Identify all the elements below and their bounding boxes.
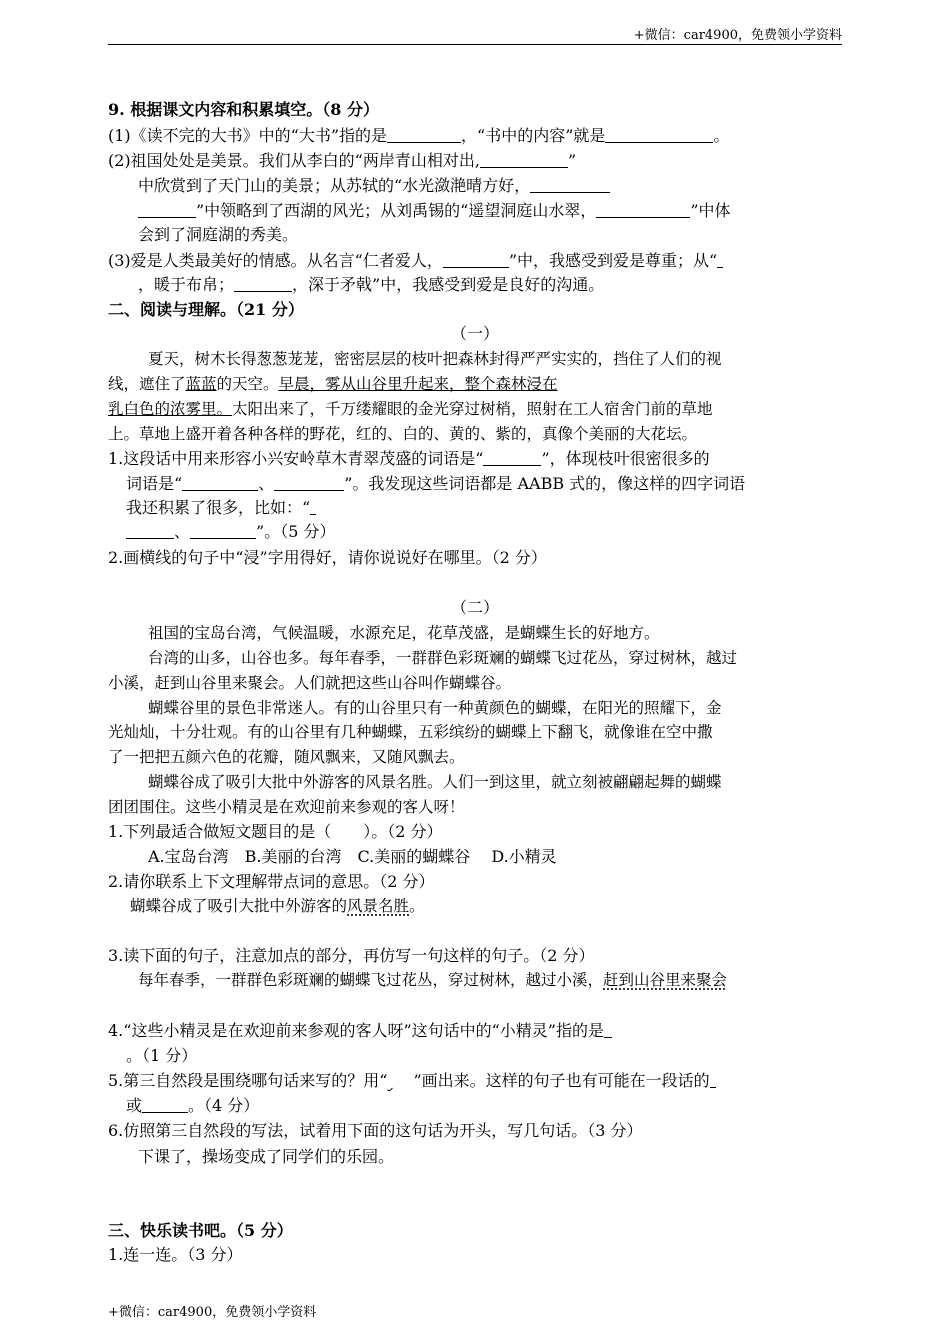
passage-1-line: 线，遮住了蓝蓝的天空。早晨，雾从山谷里升起来，整个森林浸在 <box>108 375 558 393</box>
passage-1-line: 乳白色的浓雾里。太阳出来了，千万缕耀眼的金光穿过树梢，照射在工人宿舍门前的草地 <box>108 400 713 418</box>
dotted-word: 风景名胜 <box>347 897 410 915</box>
p2-question-6: 6.仿照第三自然段的写法，试着用下面的这句话为开头，写几句话。（3 分） <box>108 1121 643 1140</box>
q9-line-6: (3)爱是人类最美好的情感。从名言“仁者爱人， ”中，我感受到爱是尊重；从“ <box>108 250 723 272</box>
passage-2-line: 了一把把五颜六色的花瓣，随风飘来，又随风飘去。 <box>108 748 465 766</box>
blank[interactable] <box>126 522 174 539</box>
p1-question-2: 2.画横线的句子中“浸”字用得好，请你说说好在哪里。（2 分） <box>108 548 547 567</box>
p2-question-5-line-2: 或 。（4 分） <box>126 1096 260 1115</box>
q9-line-3: 中欣赏到了天门山的美景；从苏轼的“水光潋滟晴方好， <box>138 175 610 197</box>
p2-question-2: 2.请你联系上下文理解带点词的意思。（2 分） <box>108 872 435 891</box>
q9-line-4: ”中领略到了西湖的风光；从刘禹锡的“遥望洞庭山水翠， ”中体 <box>138 200 731 222</box>
p1-question-1-line-3: 我还积累了很多，比如：“ <box>126 497 316 519</box>
page-header <box>108 18 842 45</box>
blank[interactable] <box>604 1021 612 1038</box>
passage-2-line: 蝴蝶谷里的景色非常迷人。有的山谷里只有一种黄颜色的蝴蝶，在阳光的照耀下，金 <box>148 699 722 717</box>
blank[interactable] <box>182 474 258 491</box>
blank[interactable] <box>190 522 256 539</box>
passage-2-line: 光灿灿，十分壮观。有的山谷里有几种蝴蝶，五彩缤纷的蝴蝶上下翻飞，就像谁在空中撒 <box>108 723 713 741</box>
blank[interactable] <box>710 1071 716 1088</box>
q9-line-5: 会到了洞庭湖的秀美。 <box>138 225 299 244</box>
section-2-title: 二、阅读与理解。（21 分） <box>108 300 304 319</box>
p2-question-4-line-2: 。（1 分） <box>126 1046 198 1065</box>
blank[interactable] <box>234 275 292 292</box>
passage-2-label: （二） <box>450 598 499 617</box>
blank[interactable] <box>138 201 196 218</box>
blank[interactable] <box>310 498 316 515</box>
blank[interactable] <box>274 474 344 491</box>
p2-question-5: 5.第三自然段是围绕哪句话来写的？用“ ”画出来。这样的句子也有可能在一段话的 <box>108 1070 716 1092</box>
blank[interactable] <box>387 126 461 143</box>
section-3-title: 三、快乐读书吧。（5 分） <box>108 1221 293 1240</box>
blank[interactable] <box>480 151 568 168</box>
p2-question-1: 1.下列最适合做短文题目的是（ ）。（2 分） <box>108 822 443 841</box>
passage-2-line: 蝴蝶谷成了吸引大批中外游客的风景名胜。人们一到这里，就立刻被翩翩起舞的蝴蝶 <box>148 773 722 791</box>
p1-question-1: 1.这段话中用来形容小兴安岭草木青翠茂盛的词语是“ ”，体现枝叶很密很多的 <box>108 449 710 468</box>
passage-2-line: 团团围住。这些小精灵是在欢迎前来参观的客人呀！ <box>108 798 465 816</box>
dotted-phrase: 赶到山谷里来聚会 <box>603 971 728 989</box>
passage-1-line: 上。草地上盛开着各种各样的野花，红的、白的、黄的、紫的，真像个美丽的大花坛。 <box>108 425 698 443</box>
p2-question-3: 3.读下面的句子，注意加点的部分，再仿写一句这样的句子。（2 分） <box>108 946 595 965</box>
p1-question-1-line-4: 、 ”。（5 分） <box>126 521 335 543</box>
passage-2-line: 祖国的宝岛台湾，气候温暖，水源充足，花草茂盛，是蝴蝶生长的好地方。 <box>148 624 660 642</box>
blank[interactable] <box>483 449 541 466</box>
passage-2-line: 小溪，赶到山谷里来聚会。人们就把这些山谷叫作蝴蝶谷。 <box>108 674 512 692</box>
blank[interactable] <box>605 126 713 143</box>
blank[interactable] <box>443 251 509 268</box>
footer-text: +微信：car4900，免费领小学资料 <box>108 1305 317 1320</box>
q9-line-2: (2)祖国处处是美景。我们从李白的“两岸青山相对出, ” <box>108 151 577 170</box>
blank[interactable] <box>717 251 723 268</box>
passage-1-label: （一） <box>450 324 499 343</box>
passage-2-line: 台湾的山多，山谷也多。每年春季，一群群色彩斑斓的蝴蝶飞过花丛，穿过树林，越过 <box>148 649 738 667</box>
s3-question-1: 1.连一连。（3 分） <box>108 1245 243 1264</box>
q9-line-1: (1)《读不完的大书》中的“大书”指的是 ，“书中的内容”就是 。 <box>108 126 730 145</box>
p2-question-4: 4.“这些小精灵是在欢迎前来参观的客人呀”这句话中的“小精灵”指的是 <box>108 1020 612 1042</box>
underlined-sentence: 早晨，雾从山谷里升起来，整个森林浸在 <box>278 375 558 393</box>
blank[interactable] <box>142 1096 188 1113</box>
p2-question-6-sentence: 下课了，操场变成了同学们的乐园。 <box>138 1147 395 1166</box>
underlined-sentence: 乳白色的浓雾里。 <box>108 400 233 418</box>
q9-title: 9. 根据课文内容和积累填空。（8 分） <box>108 100 379 119</box>
p1-question-1-line-2: 词语是“ 、 ”。我发现这些词语都是 AABB 式的，像这样的四字词语 <box>126 474 746 493</box>
p2-question-3-sentence: 每年春季，一群群色彩斑斓的蝴蝶飞过花丛，穿过树林，越过小溪，赶到山谷里来聚会 <box>138 971 728 989</box>
blank[interactable] <box>596 201 690 218</box>
p2-question-1-options: A.宝岛台湾 B.美丽的台湾 C.美丽的蝴蝶谷 D.小精灵 <box>148 847 557 866</box>
passage-1-line: 夏天，树木长得葱葱茏茏，密密层层的枝叶把森林封得严严实实的，挡住了人们的视 <box>148 350 722 368</box>
wavy-line-mark <box>387 1070 413 1092</box>
header-text: +微信：car4900，免费领小学资料 <box>633 28 842 43</box>
q9-line-7: ，暖于布帛； ，深于矛戟”中，我感受到爱是良好的沟通。 <box>138 275 605 294</box>
blank[interactable] <box>530 176 610 193</box>
p2-question-2-sentence: 蝴蝶谷成了吸引大批中外游客的风景名胜。 <box>130 897 425 915</box>
